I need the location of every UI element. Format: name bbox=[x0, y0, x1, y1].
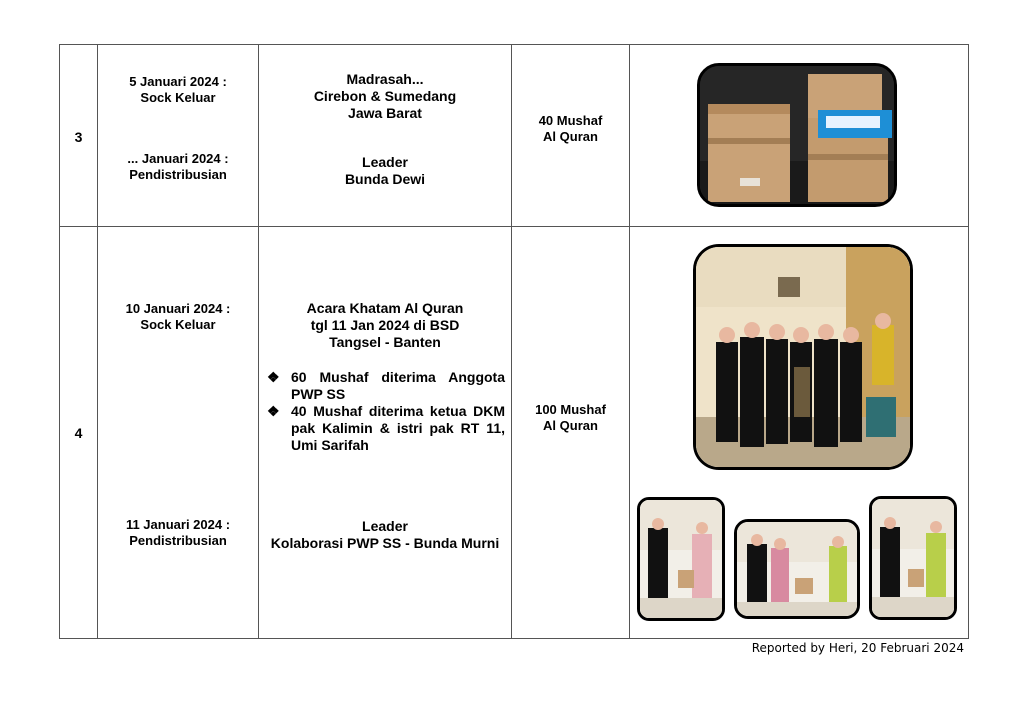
location-text bbox=[259, 71, 511, 122]
date-status: Pendistribusian bbox=[129, 533, 227, 548]
quantity-unit: Al Quran bbox=[543, 418, 598, 433]
event-text bbox=[259, 300, 511, 351]
group-photo bbox=[693, 244, 913, 470]
handover-image bbox=[640, 500, 722, 618]
handover-photo-1 bbox=[637, 497, 725, 621]
leader-text bbox=[259, 154, 511, 188]
location-line: Cirebon & Sumedang bbox=[313, 88, 457, 104]
distribution-table bbox=[59, 44, 969, 639]
recipient-list bbox=[267, 369, 505, 454]
location-cell bbox=[259, 45, 512, 227]
quantity-cell bbox=[512, 227, 630, 639]
handover-image bbox=[737, 522, 857, 616]
location-line: Jawa Barat bbox=[348, 105, 422, 121]
report-footer: Reported by Heri, 20 Februari 2024 bbox=[751, 641, 964, 655]
date-label: 11 Januari 2024 : bbox=[125, 517, 231, 532]
date-label: 10 Januari 2024 : bbox=[125, 301, 231, 316]
quantity-value: 40 Mushaf bbox=[538, 113, 603, 128]
row-number-cell bbox=[60, 45, 98, 227]
boxes-image bbox=[700, 66, 894, 204]
row-number: 3 bbox=[74, 129, 83, 145]
row-number-cell bbox=[60, 227, 98, 639]
table-row bbox=[60, 45, 969, 227]
quantity-cell bbox=[512, 45, 630, 227]
quantity-text bbox=[512, 402, 629, 434]
handover-image bbox=[872, 499, 954, 617]
event-cell bbox=[259, 227, 512, 639]
list-item-text: 40 Mushaf diterima ketua DKM pak Kalimin & istri pak RT 11, Umi Sarifah bbox=[291, 403, 505, 453]
date-cell bbox=[98, 45, 259, 227]
quantity-unit: Al Quran bbox=[543, 129, 598, 144]
bullet-icon: ❖ bbox=[267, 403, 280, 419]
distribution-date bbox=[98, 151, 258, 183]
event-line: Tangsel - Banten bbox=[329, 334, 441, 350]
group-image bbox=[696, 247, 910, 467]
photo-cell bbox=[630, 45, 969, 227]
handover-photo-2 bbox=[734, 519, 860, 619]
location-line: Madrasah... bbox=[346, 71, 424, 87]
leader-label: Leader bbox=[362, 518, 408, 534]
leader-text bbox=[259, 518, 511, 552]
leader-name: Kolaborasi PWP SS - Bunda Murni bbox=[270, 535, 500, 551]
date-status: Sock Keluar bbox=[140, 317, 216, 332]
quantity-text bbox=[512, 113, 629, 145]
date-label: 5 Januari 2024 : bbox=[129, 74, 227, 89]
date-status: Sock Keluar bbox=[140, 90, 216, 105]
leader-name: Bunda Dewi bbox=[344, 171, 426, 187]
stock-out-date bbox=[98, 301, 258, 333]
date-status: Pendistribusian bbox=[129, 167, 227, 182]
stock-out-date bbox=[98, 74, 258, 106]
leader-label: Leader bbox=[362, 154, 408, 170]
date-label: ... Januari 2024 : bbox=[127, 151, 229, 166]
event-line: tgl 11 Jan 2024 di BSD bbox=[310, 317, 460, 333]
quantity-value: 100 Mushaf bbox=[535, 402, 606, 417]
boxes-photo bbox=[697, 63, 897, 207]
list-item bbox=[267, 403, 505, 454]
list-item bbox=[267, 369, 505, 403]
distribution-date bbox=[98, 517, 258, 549]
event-line: Acara Khatam Al Quran bbox=[306, 300, 464, 316]
handover-photo-3 bbox=[869, 496, 957, 620]
table-row bbox=[60, 227, 969, 639]
date-cell bbox=[98, 227, 259, 639]
list-item-text: 60 Mushaf diterima Anggota PWP SS bbox=[291, 369, 505, 402]
photo-cell bbox=[630, 227, 969, 639]
row-number: 4 bbox=[74, 425, 83, 441]
bullet-icon: ❖ bbox=[267, 369, 280, 385]
